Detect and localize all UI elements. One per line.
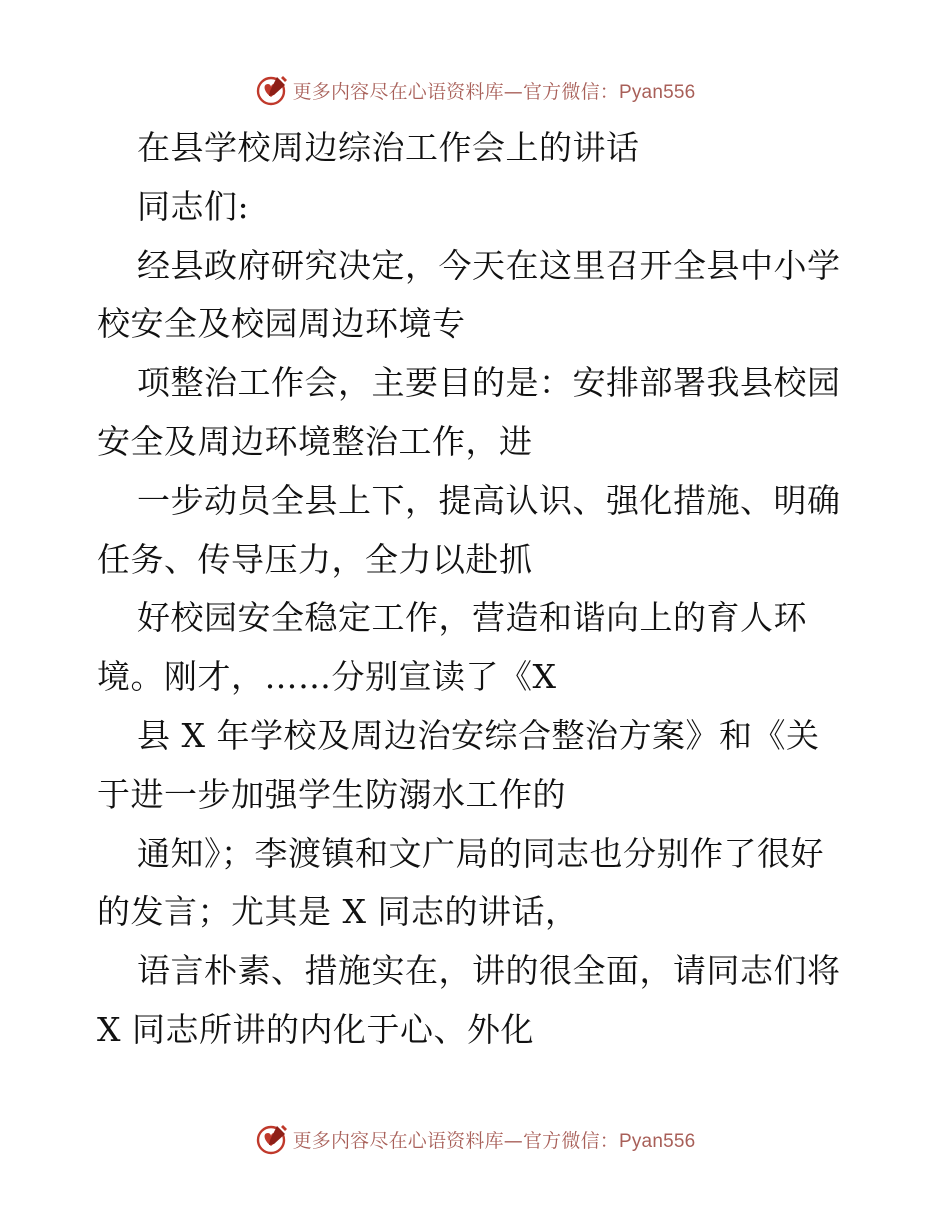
text-line: 一步动员全县上下，提高认识、强化措施、明确	[137, 480, 841, 520]
text-line: 的发言；尤其是 X 同志的讲话，	[97, 892, 579, 932]
text-line: 项整治工作会，主要目的是：安排部署我县校园	[137, 363, 841, 403]
watermark-text: 更多内容尽在心语资料库—官方微信：Pyan556	[292, 80, 696, 103]
wechat-account: Pyan556	[618, 81, 696, 103]
text-line: 经县政府研究决定，今天在这里召开全县中小学	[137, 245, 841, 285]
footer-watermark-banner	[0, 1119, 950, 1159]
text-line: X 同志所讲的内化于心、外化	[97, 1009, 534, 1049]
heart-pen-logo-icon	[255, 1122, 289, 1156]
text-line: 好校园安全稳定工作，营造和谐向上的育人环	[137, 598, 807, 638]
text-line: 安全及周边环境整治工作，进	[97, 421, 533, 461]
document-title: 在县学校周边综治工作会上的讲话	[137, 128, 640, 167]
watermark-text: 更多内容尽在心语资料库—官方微信：Pyan556	[292, 1129, 696, 1152]
text-line: 语言朴素、措施实在，讲的很全面，请同志们将	[137, 951, 841, 991]
text-line: 于进一步加强学生防溺水工作的	[97, 774, 566, 814]
text-line: 县 X 年学校及周边治安综合整治方案》和《关	[137, 715, 820, 755]
text-line: 境。刚才，……分别宣读了《X	[97, 657, 557, 697]
text-line: 通知》；李渡镇和文广局的同志也分别作了很好	[137, 833, 824, 873]
header-watermark-banner	[0, 70, 950, 110]
wechat-account: Pyan556	[618, 1130, 696, 1152]
document-body	[97, 119, 857, 1060]
text-line: 任务、传导压力，全力以赴抓	[97, 539, 533, 579]
text-line: 校安全及校园周边环境专	[97, 304, 466, 344]
heart-pen-logo-icon	[255, 73, 289, 107]
text-line: 同志们:	[137, 186, 250, 226]
